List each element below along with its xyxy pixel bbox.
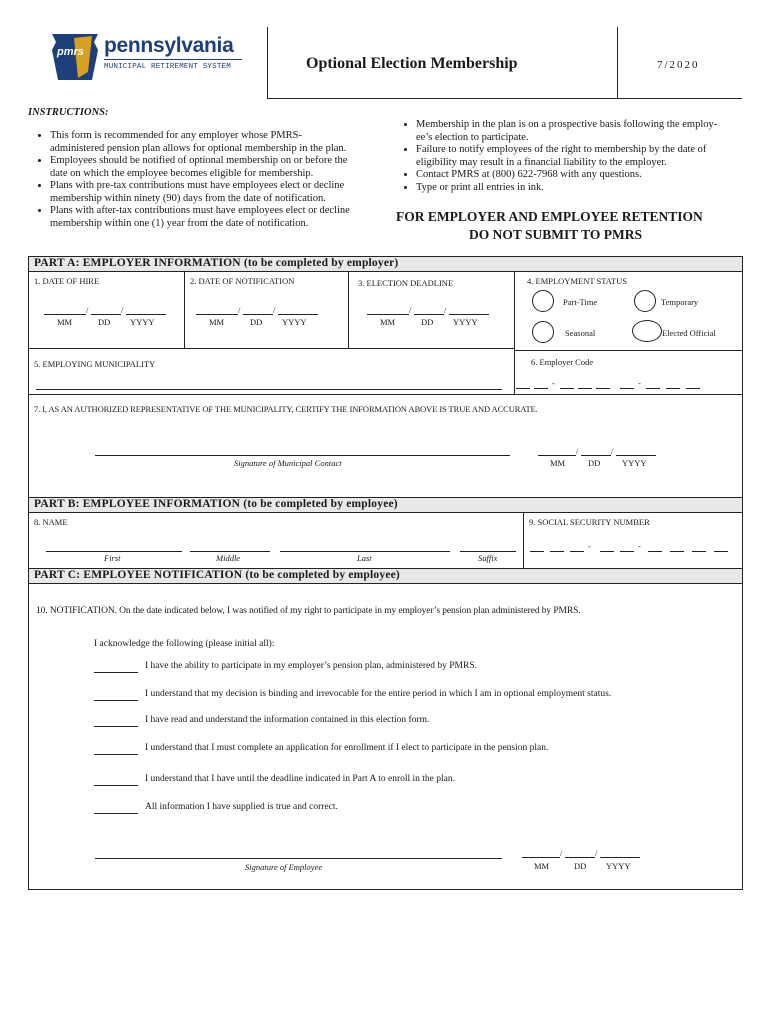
date-of-hire-label: 1. DATE OF HIRE	[34, 276, 100, 286]
acknowledgement-item: I understand that I must complete an application for enrollment if I elect to participate in the pension plan.	[145, 743, 549, 753]
employer-code-field[interactable]: - -	[516, 378, 716, 392]
date-of-notification-field[interactable]: / / MM DD YYYY	[196, 304, 320, 330]
middle-label: Middle	[216, 553, 241, 563]
part-a-header: PART A: EMPLOYER INFORMATION (to be completed by employer)	[28, 256, 742, 271]
last-name-field[interactable]	[280, 551, 450, 552]
initial-field[interactable]	[94, 672, 138, 673]
middle-name-field[interactable]	[190, 551, 270, 552]
logo-state: pennsylvania	[104, 34, 234, 57]
option-elected-official: Elected Official	[662, 328, 716, 338]
option-temporary: Temporary	[661, 297, 699, 307]
form-date: 7/2020	[657, 59, 700, 71]
logo-system: MUNICIPAL RETIREMENT SYSTEM	[104, 63, 231, 71]
instructions-left	[28, 130, 388, 230]
instructions-right	[394, 119, 754, 194]
date-of-hire-field[interactable]: / / MM DD YYYY	[44, 304, 168, 330]
part-b-header: PART B: EMPLOYEE INFORMATION (to be completed by employee)	[28, 497, 742, 512]
option-seasonal: Seasonal	[565, 328, 596, 338]
ssn-field[interactable]: - -	[530, 540, 740, 554]
acknowledgement-item: All information I have supplied is true and correct.	[145, 802, 338, 812]
option-part-time: Part-Time	[563, 297, 598, 307]
notification-statement: 10. NOTIFICATION. On the date indicated below, I was notified of my right to participate in my employer’s pension plan administered by PMRS.	[36, 606, 581, 616]
initial-field[interactable]	[94, 754, 138, 755]
date-of-notification-label: 2. DATE OF NOTIFICATION	[190, 276, 295, 286]
retention-line1: FOR EMPLOYER AND EMPLOYEE RETENTION	[396, 209, 703, 224]
acknowledgement-item: I understand that I have until the deadline indicated in Part A to enroll in the plan.	[145, 774, 455, 784]
acknowledgement-item: I have the ability to participate in my employer’s pension plan, administered by PMRS.	[145, 661, 477, 671]
municipal-signature-date[interactable]: / / MM DD YYYY	[538, 446, 662, 470]
employer-code-label: 6. Employer Code	[531, 357, 594, 367]
first-label: First	[104, 553, 121, 563]
initial-field[interactable]	[94, 700, 138, 701]
instruction-bullet: • This form is recommended for any employer whose PMRS- administered pension plan allows for optional membership in the plan.	[50, 130, 388, 155]
form-title: Optional Election Membership	[306, 55, 518, 72]
employing-municipality-label: 5. EMPLOYING MUNICIPALITY	[34, 359, 156, 369]
acknowledgement-item: I understand that my decision is binding and irrevocable for the entire period in which I am in optional employment status.	[145, 689, 612, 699]
radio-part-time[interactable]	[532, 290, 554, 312]
instruction-bullet: • Membership in the plan is on a prospective basis following the employ- ee’s election to participate.	[416, 119, 754, 144]
suffix-label: Suffix	[478, 553, 498, 563]
pmrs-logo	[48, 32, 248, 82]
municipal-signature-label: Signature of Municipal Contact	[234, 458, 342, 468]
initial-field[interactable]	[94, 785, 138, 786]
acknowledgement-item: I have read and understand the information contained in this election form.	[145, 715, 430, 725]
instruction-bullet: • Contact PMRS at (800) 622-7968 with any questions.	[416, 169, 754, 182]
instruction-bullet: • Employees should be notified of optional membership on or before the date on which the employee becomes eligible for membership.	[50, 155, 388, 180]
radio-seasonal[interactable]	[532, 321, 554, 343]
instruction-bullet: • Type or print all entries in ink.	[416, 182, 754, 195]
initial-field[interactable]	[94, 813, 138, 814]
instruction-bullet: • Failure to notify employees of the right to membership by the date of eligibility may result in a financial liability to the employer.	[416, 144, 754, 169]
employment-status-label: 4. EMPLOYMENT STATUS	[527, 276, 627, 286]
election-deadline-field[interactable]: / / MM DD YYYY	[367, 304, 491, 330]
suffix-field[interactable]	[460, 551, 516, 552]
municipal-signature-field[interactable]	[95, 455, 510, 456]
employing-municipality-field[interactable]	[36, 389, 502, 390]
employee-signature-date[interactable]: / / MM DD YYYY	[522, 848, 646, 872]
election-deadline-label: 3. ELECTION DEADLINE	[358, 278, 454, 288]
retention-line2: DO NOT SUBMIT TO PMRS	[469, 227, 643, 242]
last-label: Last	[357, 553, 372, 563]
part-c-header: PART C: EMPLOYEE NOTIFICATION (to be completed by employee)	[28, 568, 742, 583]
certify-statement: 7. I, AS AN AUTHORIZED REPRESENTATIVE OF THE MUNICIPALITY, CERTIFY THE INFORMATION ABOVE IS TRUE AND ACCURATE.	[34, 404, 538, 414]
name-label: 8. NAME	[34, 517, 68, 527]
acknowledge-statement: I acknowledge the following (please initial all):	[94, 639, 275, 649]
instructions-heading: INSTRUCTIONS:	[28, 107, 109, 118]
employee-signature-label: Signature of Employee	[245, 862, 323, 872]
first-name-field[interactable]	[46, 551, 182, 552]
radio-temporary[interactable]	[634, 290, 656, 312]
initial-field[interactable]	[94, 726, 138, 727]
instruction-bullet: • Plans with after-tax contributions must have employees elect or decline membership within one (1) year from the date of notification.	[50, 205, 388, 230]
logo-badge: pmrs	[57, 46, 84, 58]
employee-signature-field[interactable]	[95, 858, 502, 859]
instruction-bullet: • Plans with pre-tax contributions must have employees elect or decline membership within ninety (90) days from the date of notification.	[50, 180, 388, 205]
radio-elected-official[interactable]	[632, 320, 662, 342]
ssn-label: 9. SOCIAL SECURITY NUMBER	[529, 517, 650, 527]
